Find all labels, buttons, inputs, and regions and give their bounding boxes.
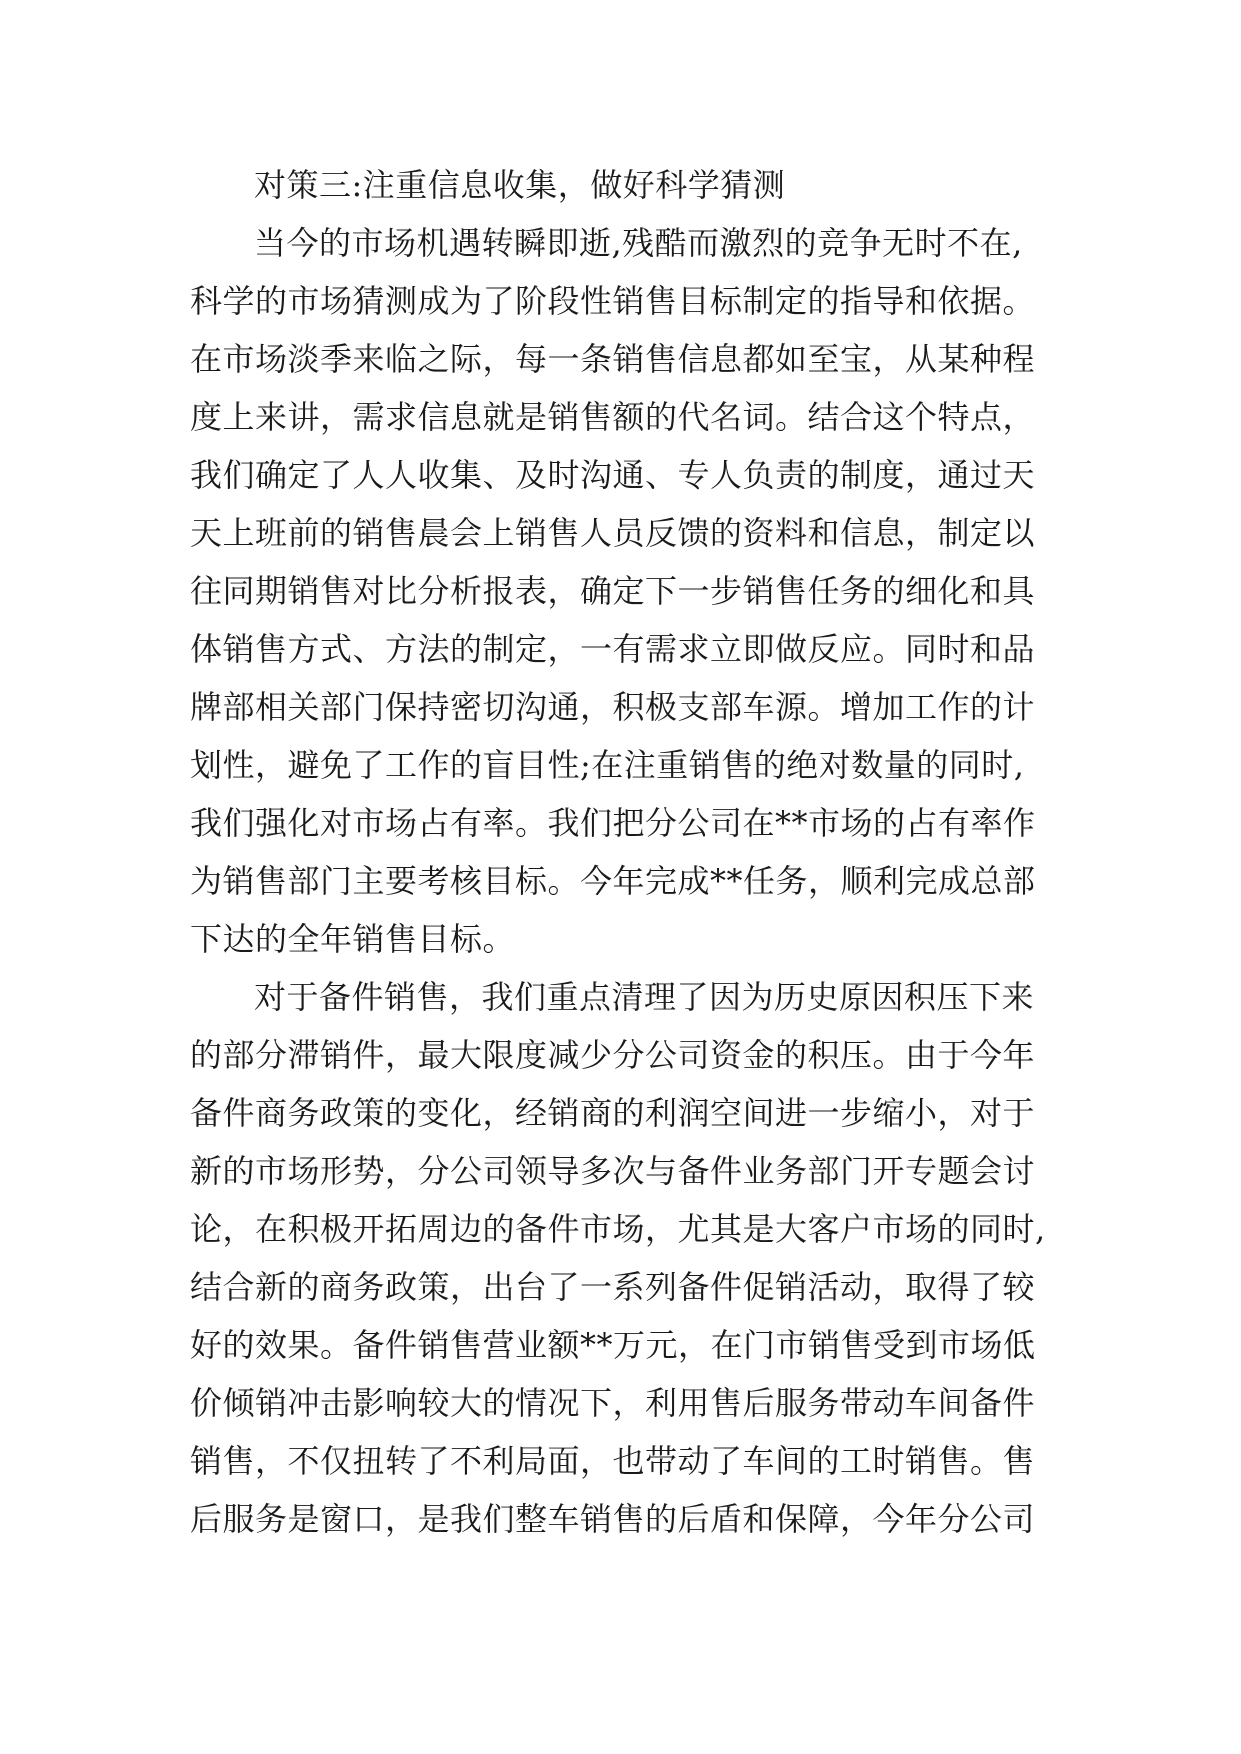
paragraph-line: 我们强化对市场占有率。我们把分公司在**市场的占有率作 <box>190 804 1036 842</box>
paragraph-line: 在市场淡季来临之际，每一条销售信息都如至宝，从某种程 <box>190 340 1036 378</box>
paragraph-line: 为销售部门主要考核目标。今年完成**任务，顺利完成总部 <box>190 862 1036 900</box>
paragraph-line: 价倾销冲击影响较大的情况下，利用售后服务带动车间备件 <box>190 1384 1036 1422</box>
paragraph-line: 备件商务政策的变化，经销商的利润空间进一步缩小，对于 <box>190 1094 1036 1132</box>
paragraph-line: 度上来讲，需求信息就是销售额的代名词。结合这个特点， <box>190 398 1036 436</box>
paragraph-line: 往同期销售对比分析报表，确定下一步销售任务的细化和具 <box>190 572 1036 610</box>
paragraph-line: 好的效果。备件销售营业额**万元，在门市销售受到市场低 <box>190 1326 1036 1364</box>
paragraph-line: 的部分滞销件，最大限度减少分公司资金的积压。由于今年 <box>190 1036 1036 1074</box>
paragraph-line: 天上班前的销售晨会上销售人员反馈的资料和信息，制定以 <box>190 514 1036 552</box>
section-heading: 对策三:注重信息收集，做好科学猜测 <box>254 166 786 204</box>
paragraph-line: 论，在积极开拓周边的备件市场，尤其是大客户市场的同时, <box>190 1210 1046 1248</box>
paragraph-line: 当今的市场机遇转瞬即逝,残酷而激烈的竞争无时不在, <box>254 224 1023 262</box>
paragraph-line: 我们确定了人人收集、及时沟通、专人负责的制度，通过天 <box>190 456 1036 494</box>
paragraph-line: 体销售方式、方法的制定，一有需求立即做反应。同时和品 <box>190 630 1036 668</box>
paragraph-line: 销售，不仅扭转了不利局面，也带动了车间的工时销售。售 <box>190 1442 1036 1480</box>
paragraph-line: 新的市场形势，分公司领导多次与备件业务部门开专题会讨 <box>190 1152 1036 1190</box>
paragraph-line: 牌部相关部门保持密切沟通，积极支部车源。增加工作的计 <box>190 688 1036 726</box>
paragraph-line: 对于备件销售，我们重点清理了因为历史原因积压下来 <box>254 978 1035 1016</box>
paragraph-line: 划性，避免了工作的盲目性;在注重销售的绝对数量的同时, <box>190 746 1025 784</box>
paragraph-line: 结合新的商务政策，出台了一系列备件促销活动，取得了较 <box>190 1268 1036 1306</box>
paragraph-line: 科学的市场猜测成为了阶段性销售目标制定的指导和依据。 <box>190 282 1036 320</box>
paragraph-line: 后服务是窗口，是我们整车销售的后盾和保障，今年分公司 <box>190 1500 1036 1538</box>
paragraph-line: 下达的全年销售目标。 <box>190 920 516 958</box>
